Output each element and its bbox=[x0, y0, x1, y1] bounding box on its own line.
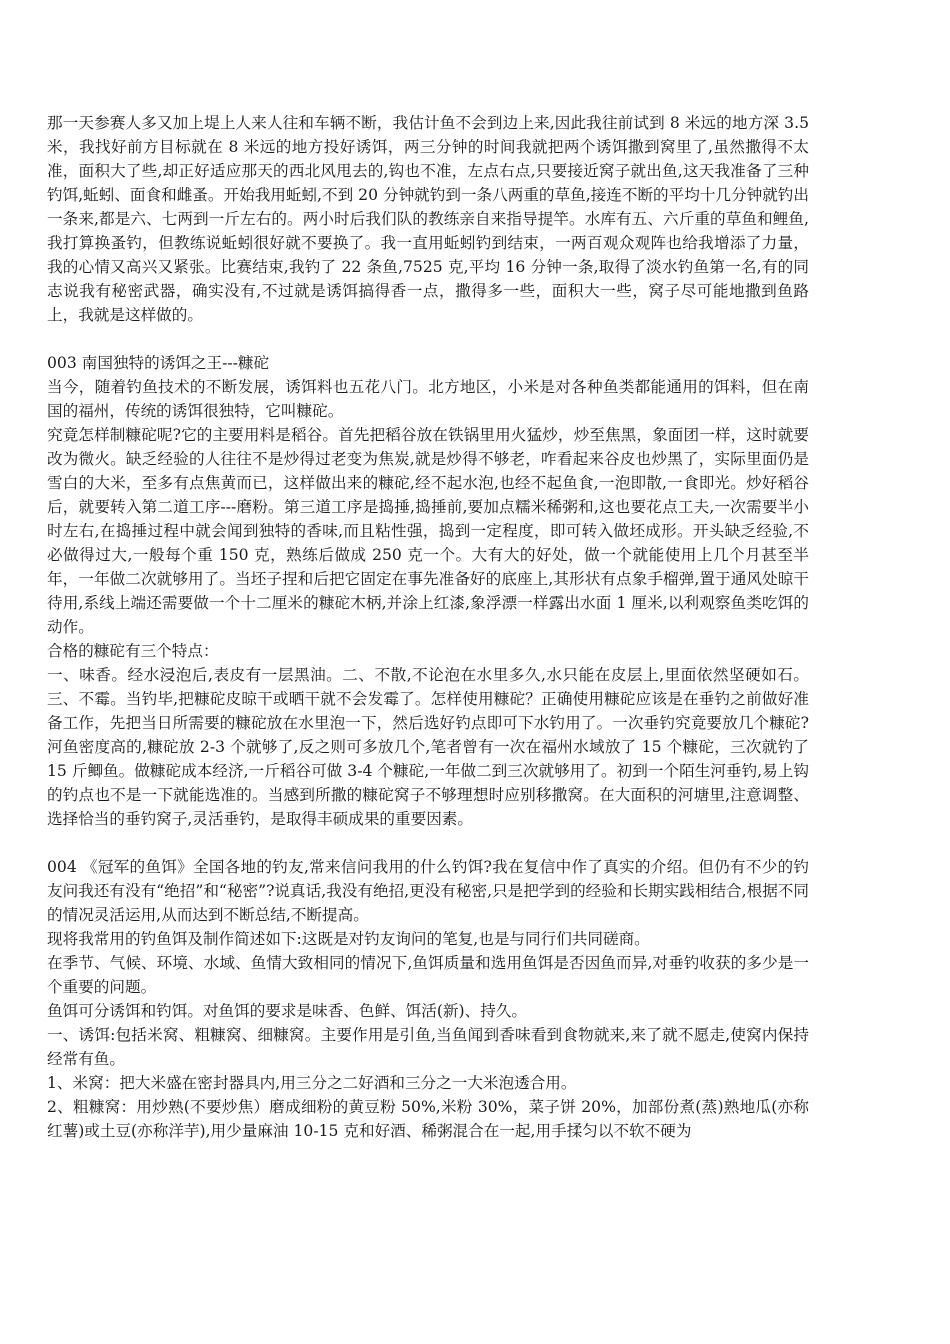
paragraph-rice-nest: 1、米窝：把大米盛在密封器具内,用三分之二好酒和三分之一大米泡透合用。 bbox=[47, 1074, 577, 1092]
paragraph-lure-bait: 一、诱饵:包括米窝、粗糠窝、细糠窝。主要作用是引鱼,当鱼闻到香味看到食物就来,来了就不愿走,使窝内保持经常有鱼。 bbox=[47, 1026, 809, 1068]
paragraph-bait-intro: 现将我常用的钓鱼饵及制作简述如下:这既是对钓友询问的笔复,也是与同行们共同磋商。 bbox=[47, 930, 650, 948]
paragraph-making-kangtuo: 究竟怎样制糠砣呢?它的主要用料是稻谷。首先把稻谷放在铁锅里用火猛炒，炒至焦黑，象面团一样，这时就要改为微火。缺乏经验的人往往不是炒得过老变为焦炭,就是炒得不够老，咋看起来谷皮也炒黑了，实际里面仍是雪白的大米，至多有点焦黄而已，这样做出来的糠砣,经不起水泡,也经不起鱼食,一泡即散,一食即光。炒好稻谷后，就要转入第二道工序---磨粉。第三道工序是捣捶,捣捶前,要加点糯米稀粥和,这也要花点工夫,一次需要半小时左右,在捣捶过程中就会闻到独特的香味,而且粘性强，捣到一定程度，即可转入做坯成形。开头缺乏经验,不必做得过大,一般每个重 150 克，熟练后做成 250 克一个。大有大的好处，做一个就能使用上几个月甚至半年，一年做二次就够用了。当坯子捏和后把它固定在事先准备好的底座上,其形状有点象手榴弹,置于通风处晾干待用,系线上端还需要做一个十二厘米的糠砣木柄,并涂上红漆,象浮漂一样露出水面 1 厘米,以利观察鱼类吃饵的动作。 bbox=[47, 426, 809, 636]
blank-line bbox=[47, 831, 809, 855]
paragraph-bait-types: 鱼饵可分诱饵和钓饵。对鱼饵的要求是味香、色鲜、饵活(新)、持久。 bbox=[47, 1002, 527, 1020]
section-heading-004: 004 《冠军的鱼饵》全国各地的钓友,常来信问我用的什么钓饵?我在复信中作了真实的介绍。但仍有不少的钓友问我还有没有“绝招”和“秘密”?说真话,我没有绝招,更没有秘密,只是把学到的经验和长期实践相结合,根据不同的情况灵活运用,从而达到不断总结,不断提高。 bbox=[47, 858, 809, 924]
paragraph-competition: 那一天参赛人多又加上堤上人来人往和车辆不断，我估计鱼不会到边上来,因此我往前试到 8 米远的地方深 3.5 米，我找好前方目标就在 8 米远的地方投好诱饵，两三分钟的时间我就把两个诱饵撒到窝里了,虽然撒得不太准，面积大了些,却正好适应那天的西北风甩去的,钩也不准，左点右点,只要接近窝子就出鱼,这天我准备了三种钓饵,蚯蚓、面食和雌蚤。开始我用蚯蚓,不到 20 分钟就钓到一条八两重的草鱼,接连不断的平均十几分钟就钓出一条来,都是六、七两到一斤左右的。两小时后我们队的教练亲自来指导提竿。水库有五、六斤重的草鱼和鲤鱼,我打算换蚤钓，但教练说蚯蚓很好就不要换了。我一直用蚯蚓钓到结束，一两百观众观阵也给我增添了力量，我的心情又高兴又紧张。比赛结束,我钓了 22 条鱼,7525 克,平均 16 分钟一条,取得了淡水钓鱼第一名,有的同志说我有秘密武器，确实没有,不过就是诱饵搞得香一点，撒得多一些，面积大一些，窝子尽可能地撒到鱼路上，我就是这样做的。 bbox=[47, 114, 814, 324]
paragraph-features-heading: 合格的糠砣有三个特点： bbox=[47, 642, 219, 660]
paragraph-coarse-bran-nest: 2、粗糠窝：用炒熟(不要炒焦）磨成细粉的黄豆粉 50%,米粉 30%，菜子饼 20%，加部份煮(蒸)熟地瓜(亦称红薯)或土豆(亦称洋芋),用少量麻油 10-15 克和好酒、稀粥混合在一起,用手揉匀以不软不硬为 bbox=[47, 1098, 809, 1140]
paragraph-features: 一、味香。经水浸泡后,表皮有一层黑油。二、不散,不论泡在水里多久,水只能在皮层上,里面依然坚硬如石。三、不霉。当钓毕,把糠砣皮晾干或晒干就不会发霉了。怎样使用糠砣？正确使用糠砣应该是在垂钓之前做好准备工作，先把当日所需要的糠砣放在水里泡一下，然后选好钓点即可下水钓用了。一次垂钓究竟要放几个糠砣?河鱼密度高的,糠砣放 2-3 个就够了,反之则可多放几个,笔者曾有一次在福州水域放了 15 个糠砣，三次就钓了 15 斤鲫鱼。做糠砣成本经济,一斤稻谷可做 3-4 个糠砣,一年做二到三次就够用了。初到一个陌生河垂钓,易上钩的钓点也不是一下就能选准的。当感到所撒的糠砣窝子不够理想时应别移撒窝。在大面积的河塘里,注意调整、选择恰当的垂钓窝子,灵活垂钓，是取得丰硕成果的重要因素。 bbox=[47, 666, 814, 828]
paragraph-intro-kangtuo: 当今，随着钓鱼技术的不断发展，诱饵料也五花八门。北方地区，小米是对各种鱼类都能通用的饵料，但在南国的福州，传统的诱饵很独特，它叫糠砣。 bbox=[47, 378, 809, 420]
paragraph-bait-importance: 在季节、气候、环境、水域、鱼情大致相同的情况下,鱼饵质量和选用鱼饵是否因鱼而异,对垂钓收获的多少是一个重要的问题。 bbox=[47, 954, 809, 996]
blank-line bbox=[47, 327, 809, 351]
section-heading-003: 003 南国独特的诱饵之王---糠砣 bbox=[47, 354, 270, 372]
document-body bbox=[47, 111, 814, 1143]
